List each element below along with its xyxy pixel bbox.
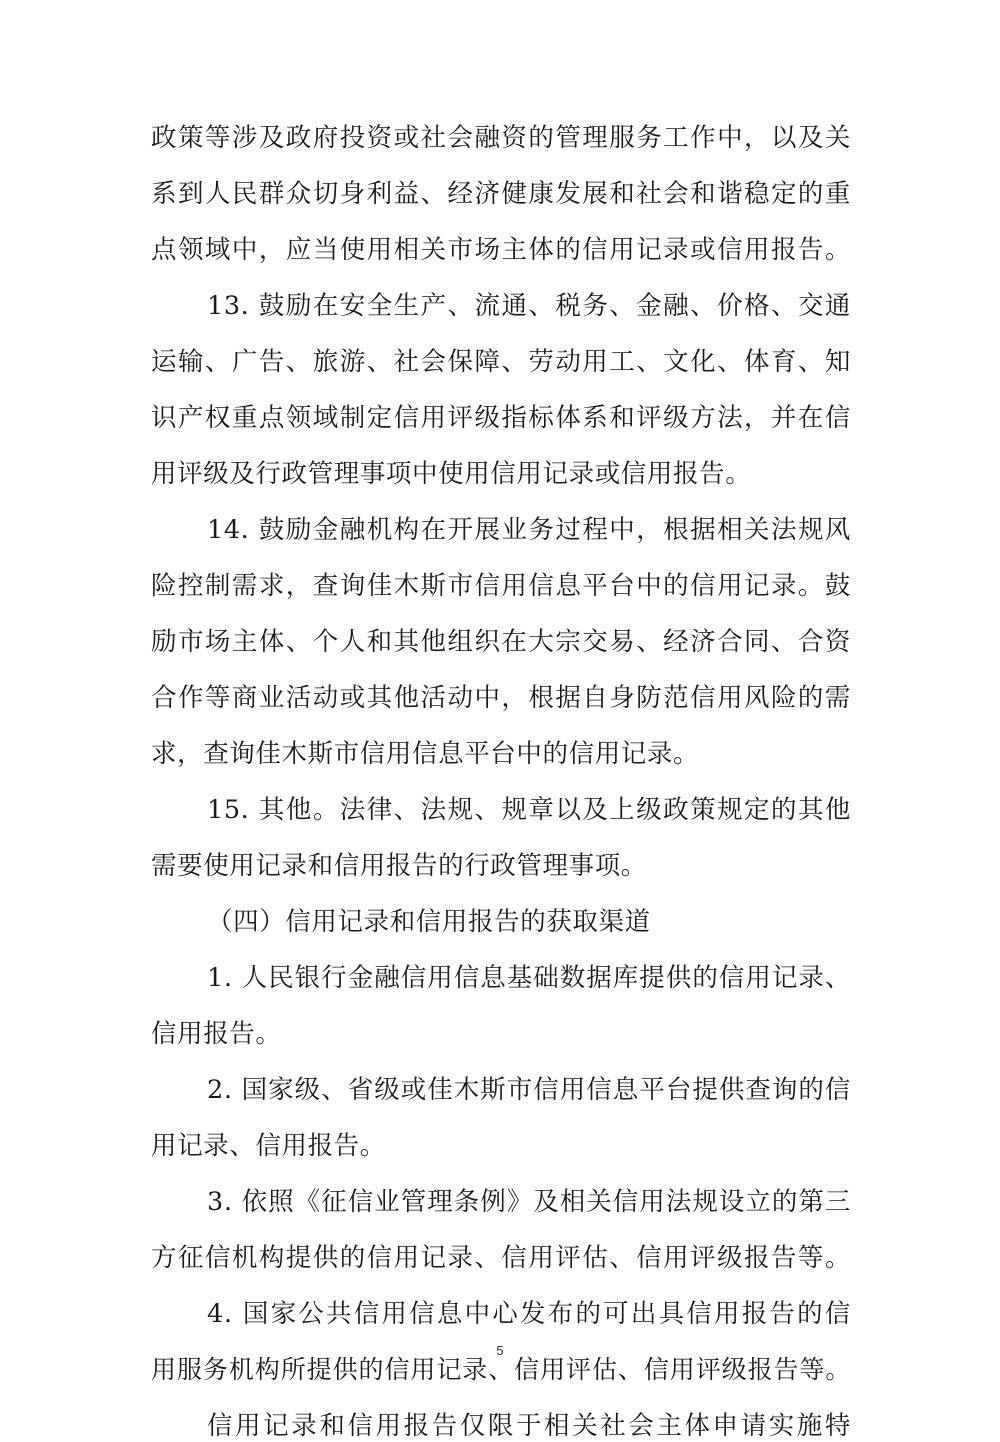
paragraph-line: 14. 鼓励金融机构在开展业务过程中，根据相关法规风 <box>207 515 851 545</box>
paragraph-line: 点领域中，应当使用相关市场主体的信用记录或信用报告。 <box>151 235 851 265</box>
paragraph-line: 需要使用记录和信用报告的行政管理事项。 <box>151 851 647 881</box>
paragraph-line: 识产权重点领域制定信用评级指标体系和评级方法，并在信 <box>151 403 851 433</box>
paragraph-line: 4. 国家公共信用信息中心发布的可出具信用报告的信 <box>207 1299 851 1329</box>
paragraph-line: 信用记录和信用报告仅限于相关社会主体申请实施特 <box>207 1411 851 1441</box>
section-heading: （四）信用记录和信用报告的获取渠道 <box>207 907 651 937</box>
paragraph-line: 方征信机构提供的信用记录、信用评估、信用评级报告等。 <box>151 1243 851 1273</box>
paragraph-line: 信用报告。 <box>151 1019 282 1049</box>
paragraph-line: 运输、广告、旅游、社会保障、劳动用工、文化、体育、知 <box>151 347 851 377</box>
paragraph-line: 合作等商业活动或其他活动中，根据自身防范信用风险的需 <box>151 683 851 713</box>
paragraph-line: 2. 国家级、省级或佳木斯市信用信息平台提供查询的信 <box>207 1075 851 1105</box>
paragraph-line: 1. 人民银行金融信用信息基础数据库提供的信用记录、 <box>207 963 851 993</box>
paragraph-line: 险控制需求，查询佳木斯市信用信息平台中的信用记录。鼓 <box>151 571 851 601</box>
paragraph-line: 用服务机构所提供的信用记录、信用评估、信用评级报告等。 <box>151 1355 851 1384</box>
paragraph-line: 13. 鼓励在安全生产、流通、税务、金融、价格、交通 <box>207 291 851 321</box>
paragraph-line: 励市场主体、个人和其他组织在大宗交易、经济合同、合资 <box>151 627 851 657</box>
paragraph-line: 用评级及行政管理事项中使用信用记录或信用报告。 <box>151 459 752 489</box>
paragraph-line: 15. 其他。法律、法规、规章以及上级政策规定的其他 <box>207 795 851 825</box>
paragraph-line: 3. 依照《征信业管理条例》及相关信用法规设立的第三 <box>207 1187 851 1217</box>
paragraph-line: 用记录、信用报告。 <box>151 1131 386 1161</box>
paragraph-line: 求，查询佳木斯市信用信息平台中的信用记录。 <box>151 739 700 769</box>
paragraph-line: 政策等涉及政府投资或社会融资的管理服务工作中，以及关 <box>151 123 851 153</box>
page-number: 5 <box>496 1343 504 1358</box>
paragraph-line: 系到人民群众切身利益、经济健康发展和社会和谐稳定的重 <box>151 179 851 209</box>
